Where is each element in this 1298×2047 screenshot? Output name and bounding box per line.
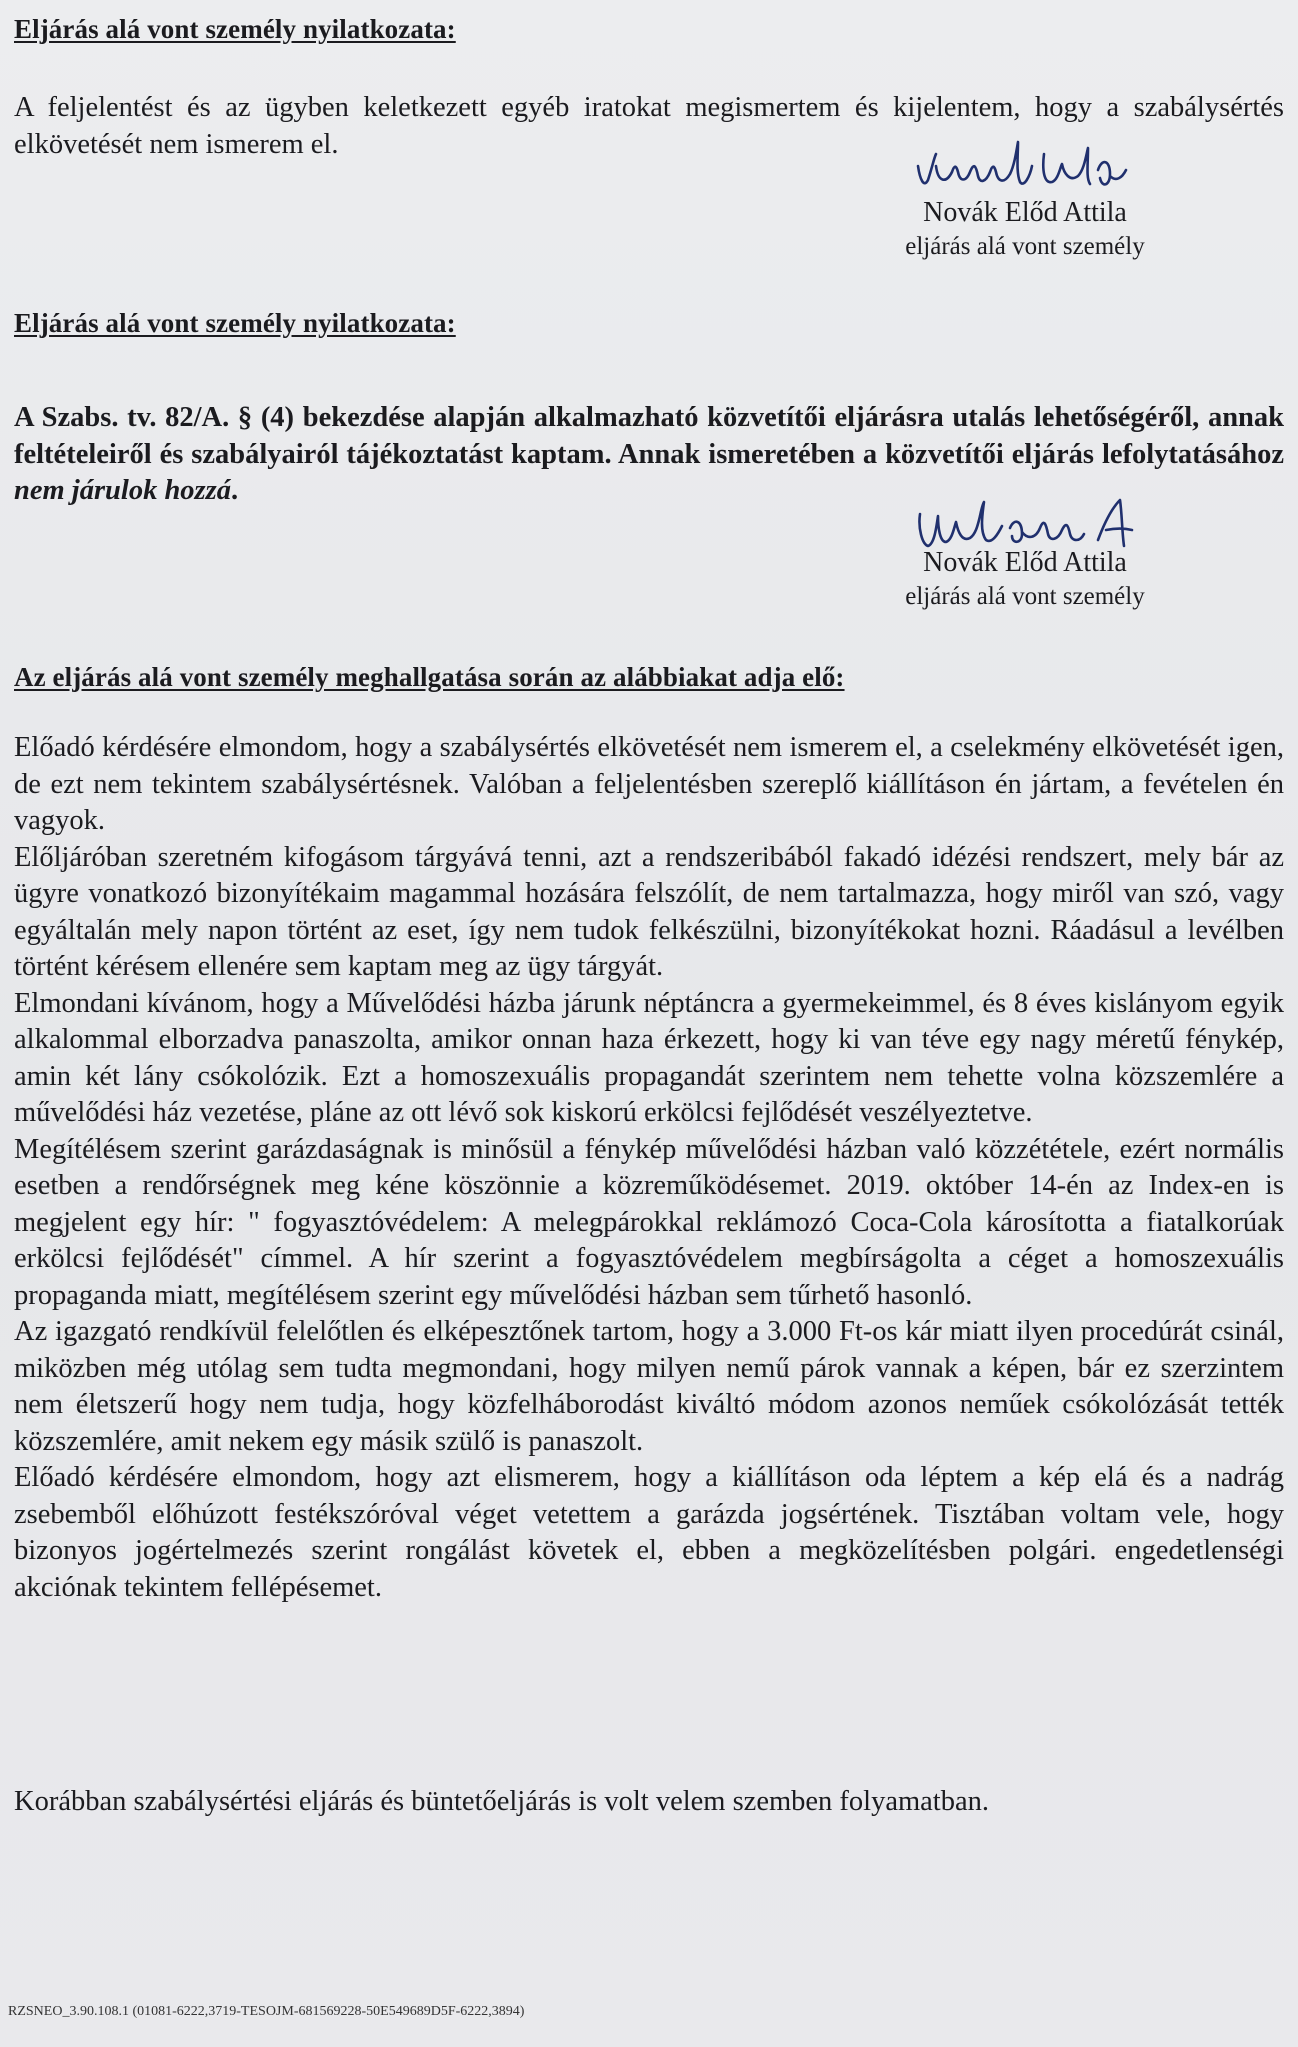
document-footer-code: RZSNEO_3.90.108.1 (01081-6222,3719-TESOJM-681569228-50E549689D5F-6222,3894) xyxy=(8,2004,525,2019)
hearing-heading: Az eljárás alá vont személy meghallgatása során az alábbiakat adja elő: xyxy=(14,662,845,692)
statement-heading-2: Eljárás alá vont személy nyilatkozata: xyxy=(14,308,456,338)
mediation-statement-text: A Szabs. tv. 82/A. § (4) bekezdése alapján alkalmazható közvetítői eljárásra utalás lehetőségéről, annak feltételeiről és szabályairól tájékoztatást kaptam. Annak ismeretében a közvetítői eljárás lefolytatásához xyxy=(14,402,1284,470)
hearing-testimony xyxy=(14,730,1284,1606)
signer-block-1 xyxy=(860,196,1190,264)
signer-role-2: eljárás alá vont személy xyxy=(905,583,1145,610)
testimony-paragraph: Előadó kérdésére elmondom, hogy a szabálysértés elkövetését nem ismerem el, a cselekmény elkövetését igen, de ezt nem tekintem szabálysértésnek. Valóban a feljelentésben szereplő kiállításon én jártam, a fevételen én vagyok. xyxy=(14,732,1284,836)
testimony-paragraph: Elmondani kívánom, hogy a Művelődési házba járunk néptáncra a gyermekeimmel, és 8 éves kislányom egyik alkalommal elborzadva panaszolta, amikor onnan haza érkezett, hogy ki van téve egy nagy méretű fénykép, amin két lány csókolózik. Ezt a homoszexuális propagandát szerintem nem tehette volna közszemlére a művelődési ház vezetése, pláne az ott lévő sok kiskorú erkölcsi fejlődését veszélyeztetve. xyxy=(14,987,1284,1128)
testimony-paragraph: Előljáróban szeretném kifogásom tárgyává tenni, azt a rendszeribából fakadó idézési rendszert, mely bár az ügyre vonatkozó bizonyítékaim magammal hozására felszólít, de nem tartalmazza, hogy miről van szó, vagy egyáltalán mely napon történt az eset, így nem tudok felkészülni, bizonyítékokat hozni. Ráadásul a levélben történt kérésem ellenére sem kaptam meg az ügy tárgyát. xyxy=(14,841,1284,982)
closing-statement: Korábban szabálysértési eljárás és büntetőeljárás is volt velem szemben folyamatban. xyxy=(14,1786,989,1817)
mediation-statement-end: . xyxy=(230,475,239,506)
signer-role-1: eljárás alá vont személy xyxy=(905,233,1145,260)
signature-1 xyxy=(912,136,1172,194)
signer-name-1: Novák Előd Attila xyxy=(923,197,1127,228)
mediation-refusal-text: nem járulok hozzá xyxy=(14,475,231,506)
testimony-paragraph: Megítélésem szerint garázdaságnak is minősül a fénykép művelődési házban való közzététele, ezért normális esetben a rendőrségnek meg kéne köszönnie a közreműködésemet. 2019. október 14-én az Index-en is megjelent egy hír: " fogyasztóvédelem: A melegpárokkal reklámozó Coca-Cola károsította a fiatalkorúak erkölcsi fejlődését" címmel. A hír szerint a fogyasztóvédelem megbírságolta a céget a homoszexuális propaganda miatt, megítélésem szerint egy művelődési házban sem tűrhető hasonló. xyxy=(14,1133,1284,1311)
testimony-paragraph: Előadó kérdésére elmondom, hogy azt elismerem, hogy a kiállításon oda léptem a kép elá és a nadrág zsebemből előhúzott festékszóróval véget vetettem a garázda jogsértének. Tisztában voltam vele, hogy bizonyos jogértelmezés szerint rongálást követek el, ebben a megközelítésben polgári. engedetlenségi akciónak tekintem fellépésemet. xyxy=(14,1462,1284,1603)
testimony-paragraph: Az igazgató rendkívül felelőtlen és elképesztőnek tartom, hogy a 3.000 Ft-os kár miatt ilyen procedúrát csinál, miközben még utólag sem tudta megmondani, hogy milyen nemű párok vannak a képen, bár ez szerzintem nem életszerű hogy nem tudja, hogy közfelháborodást kiváltó módom azonos neműek csókolózását tették közszemlére, amit nekem egy másik szülő is panaszolt. xyxy=(14,1316,1284,1457)
statement-text-1: A feljelentést és az ügyben keletkezett egyéb iratokat megismertem és kijelentem, hogy a szabálysértés elkövetését nem ismerem el. xyxy=(14,92,1284,160)
statement-heading-1: Eljárás alá vont személy nyilatkozata: xyxy=(14,14,456,44)
signer-block-2 xyxy=(860,546,1190,614)
signer-name-2: Novák Előd Attila xyxy=(923,547,1127,578)
